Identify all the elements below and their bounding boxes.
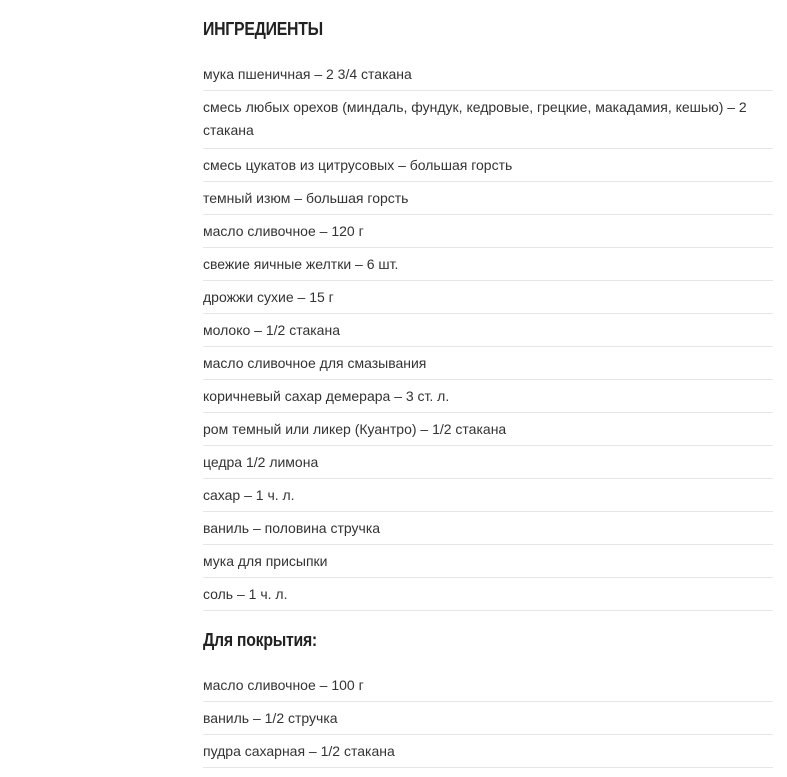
list-item: цедра 1/2 лимона xyxy=(203,446,773,479)
list-item: масло сливочное – 120 г xyxy=(203,215,773,248)
list-item: ваниль – половина стручка xyxy=(203,512,773,545)
list-item: молоко – 1/2 стакана xyxy=(203,314,773,347)
list-item: пудра сахарная – 1/2 стакана xyxy=(203,735,773,768)
list-item: ром темный или ликер (Куантро) – 1/2 стакана xyxy=(203,413,773,446)
list-item: коричневый сахар демерара – 3 ст. л. xyxy=(203,380,773,413)
list-item: свежие яичные желтки – 6 шт. xyxy=(203,248,773,281)
coating-list xyxy=(203,669,773,768)
list-item: смесь любых орехов (миндаль, фундук, кедровые, грецкие, макадамия, кешью) – 2 стакана xyxy=(203,91,773,149)
list-item: мука пшеничная – 2 3/4 стакана xyxy=(203,58,773,91)
coating-heading: Для покрытия: xyxy=(203,630,317,650)
list-item: дрожжи сухие – 15 г xyxy=(203,281,773,314)
list-item: мука для присыпки xyxy=(203,545,773,578)
list-item: сахар – 1 ч. л. xyxy=(203,479,773,512)
list-item: ваниль – 1/2 стручка xyxy=(203,702,773,735)
list-item: смесь цукатов из цитрусовых – большая горсть xyxy=(203,149,773,182)
ingredients-heading: ИНГРЕДИЕНТЫ xyxy=(203,19,323,39)
list-item: масло сливочное – 100 г xyxy=(203,669,773,702)
list-item: темный изюм – большая горсть xyxy=(203,182,773,215)
list-item: масло сливочное для смазывания xyxy=(203,347,773,380)
ingredients-list xyxy=(203,58,773,611)
list-item: соль – 1 ч. л. xyxy=(203,578,773,611)
